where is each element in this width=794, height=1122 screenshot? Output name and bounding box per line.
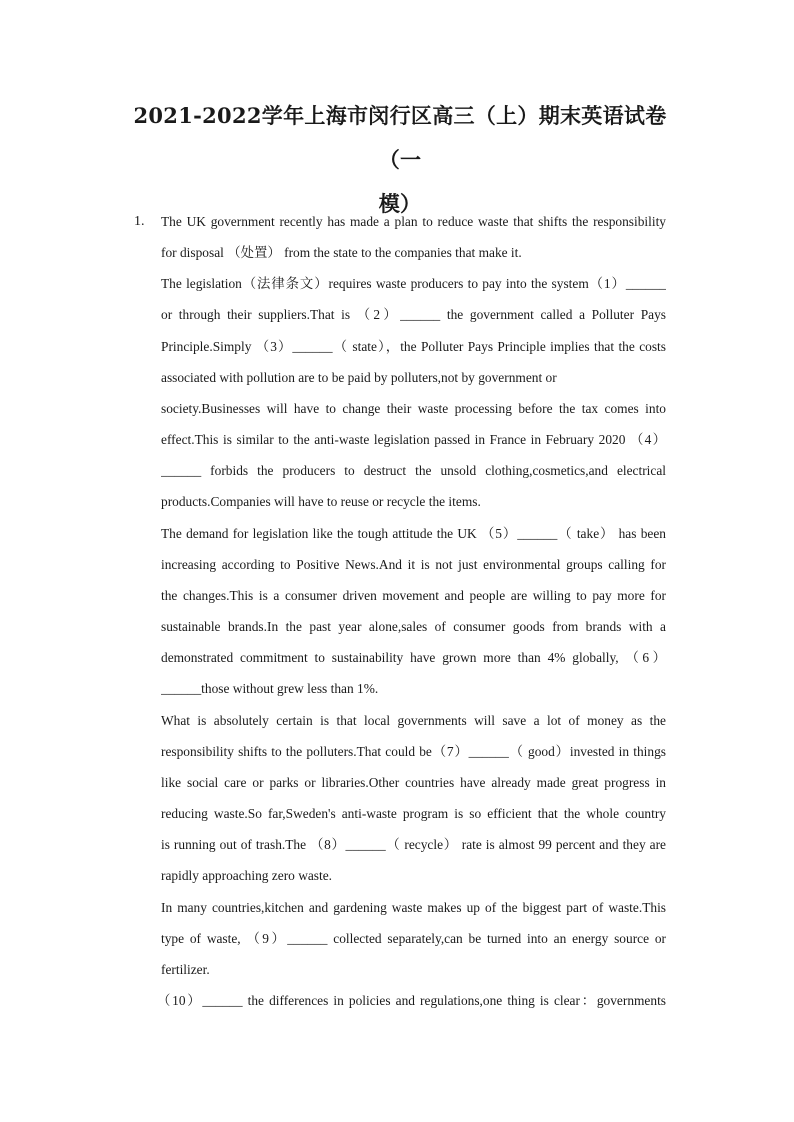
passage-line: for disposal （处置） from the state to the companies that make it. — [161, 245, 522, 260]
passage-line: ______those without grew less than 1%. — [161, 681, 379, 696]
passage-line: The UK government recently has made a plan to reduce waste that shifts the responsibility — [161, 214, 666, 229]
passage-line: the changes.This is a consumer driven movement and people are willing to pay more for — [161, 588, 666, 603]
passage-line: The legislation（法律条文）requires waste producers to pay into the system（1）______ — [161, 276, 666, 291]
passage-line: responsibility shifts to the polluters.That could be（7）______（ good）invested in things — [161, 744, 666, 759]
passage-line: is running out of trash.The （8）______（ recycle） rate is almost 99 percent and they are — [161, 837, 666, 852]
passage-line: associated with pollution are to be paid by polluters,not by government or — [161, 370, 557, 385]
passage-line: products.Companies will have to reuse or recycle the items. — [161, 494, 481, 509]
passage-line: or through their suppliers.That is （2）______ the government called a Polluter Pays — [161, 307, 666, 322]
exam-title — [120, 94, 680, 226]
passage-line: society.Businesses will have to change their waste processing before the tax comes into — [161, 401, 666, 416]
passage-line: increasing according to Positive News.And it is not just environmental groups calling for — [161, 557, 666, 572]
passage-line: reducing waste.So far,Sweden's anti-waste program is so efficient that the whole country — [161, 806, 666, 821]
passage-line: effect.This is similar to the anti-waste legislation passed in France in February 2020 （4） — [161, 432, 666, 447]
title-line-1: 2021-2022学年上海市闵行区高三（上）期末英语试卷（一 — [133, 103, 667, 172]
passage-line: （10）______ the differences in policies and regulations,one thing is clear：governments — [157, 993, 666, 1008]
passage-line: fertilizer. — [161, 962, 210, 977]
passage-line: demonstrated commitment to sustainability have grown more than 4% globally, （6） — [161, 650, 666, 665]
passage-line: sustainable brands.In the past year alone,sales of consumer goods from brands with a — [161, 619, 666, 634]
passage-line: type of waste, （9）______ collected separately,can be turned into an energy source or — [161, 931, 666, 946]
title-line-2: 模） — [378, 191, 422, 216]
passage-line: ______ forbids the producers to destruct the unsold clothing,cosmetics,and electrical — [161, 463, 666, 478]
passage-line: like social care or parks or libraries.Other countries have already made great progress in — [161, 775, 666, 790]
passage-line: Principle.Simply （3）______（ state），the Polluter Pays Principle implies that the costs — [161, 339, 666, 354]
passage-line: What is absolutely certain is that local governments will save a lot of money as the — [161, 713, 666, 728]
passage-line: In many countries,kitchen and gardening waste makes up of the biggest part of waste.This — [161, 900, 666, 915]
question-number: 1. — [134, 214, 145, 229]
passage-line: rapidly approaching zero waste. — [161, 868, 333, 883]
passage-line: The demand for legislation like the tough attitude the UK （5）______（ take） has been — [161, 526, 666, 541]
